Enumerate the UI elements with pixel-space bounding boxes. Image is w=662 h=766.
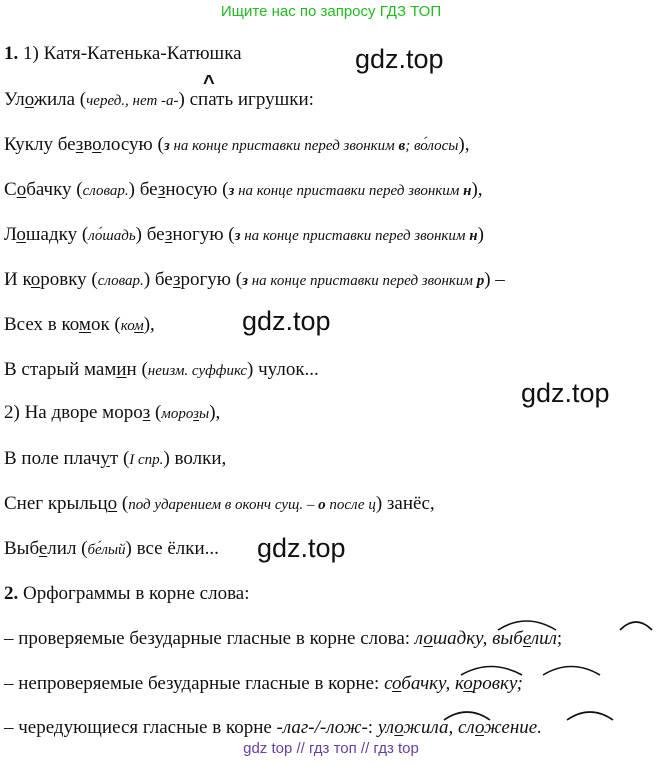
poem-line-9: В поле плачут (I спр.) волки, <box>4 448 227 469</box>
poem-line-2: Куклу безволосую (з на конце приставки перед звонким в; во́лосы), <box>4 134 470 155</box>
watermark: gdz.top <box>242 306 331 336</box>
poem-line-3: Собачку (словар.) безносую (з на конце приставки перед звонким н), <box>4 179 483 200</box>
spelling-rule-2: – непроверяемые безударные гласные в корне: собачку, коровку; <box>4 673 523 694</box>
footer: gdz top // гдз топ // гдз top <box>243 740 419 757</box>
poem-line-4: Лошадку (ло́шадь) безногую (з на конце приставки перед звонким н) <box>4 224 484 245</box>
root-arc <box>620 622 652 630</box>
poem-line-6: Всех в комок (ком), <box>4 314 155 335</box>
watermark: gdz.top <box>355 44 444 74</box>
watermark: gdz.top <box>257 533 346 563</box>
spelling-rule-1: – проверяемые безударные гласные в корне слова: лошадку, выбелил; <box>4 628 563 649</box>
poem-line-8: 2) На дворе мороз (морозы), <box>4 402 221 423</box>
poem-line-7: В старый мамин (неизм. суффикс) чулок... <box>4 359 319 380</box>
poem-line-11: Выбелил (бе́лый) все ёлки... <box>4 538 219 559</box>
poem-line-1: Уложила (черед., нет -а-) спать игрушки: <box>4 89 314 110</box>
root-arc <box>543 667 600 676</box>
poem-line-10: Снег крыльцо (под ударением в оконч сущ. – о после ц) занёс, <box>4 493 435 514</box>
task1-title: 1. 1) Катя-Катенька-Катюшка <box>4 43 242 64</box>
poem-line-5: И коровку (словар.) безрогую (з на конце приставки перед звонким р) – <box>4 269 505 290</box>
task2-title: 2. Орфограммы в корне слова: <box>4 583 250 604</box>
top-banner: Ищите нас по запросу ГДЗ ТОП <box>220 3 442 20</box>
root-arc <box>567 712 613 720</box>
watermark: gdz.top <box>521 378 610 408</box>
caret-mark: ^ <box>203 72 215 94</box>
spelling-rule-3: – чередующиеся гласные в корне -лаг-/-лож-: уложила, сложение. <box>4 717 542 738</box>
